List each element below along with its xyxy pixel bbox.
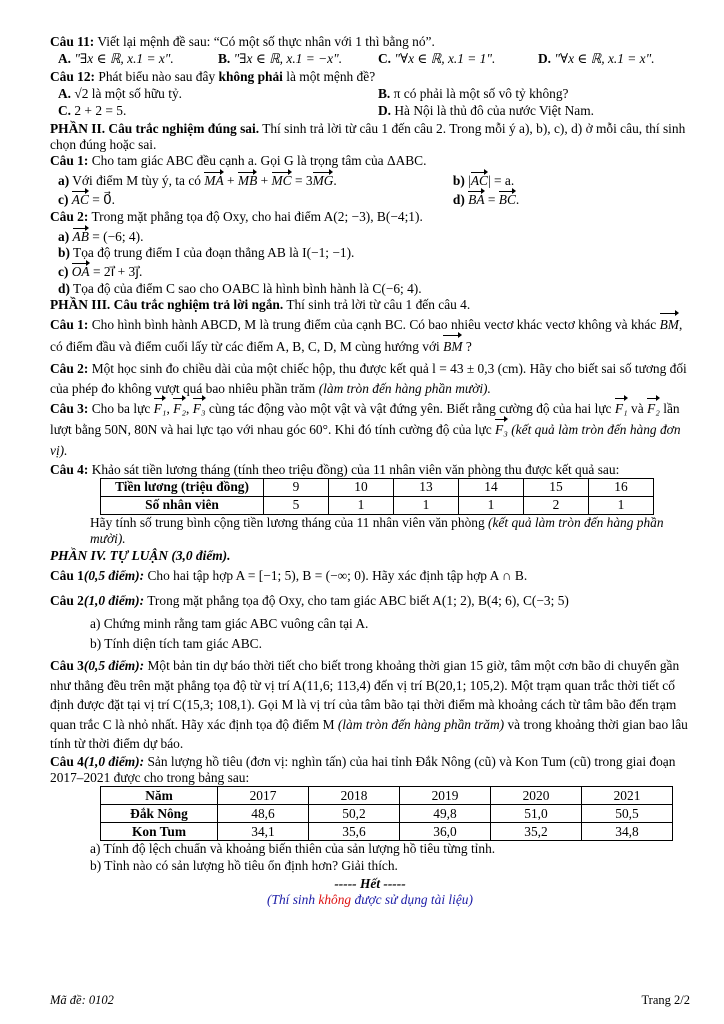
p2-q1-d-label: d) [452, 192, 465, 208]
table-cell: 2 [524, 496, 589, 514]
p4-q3-pts: (0,5 điểm): [83, 658, 145, 674]
q12-head: Câu 12: [50, 68, 96, 84]
table-cell: 49,8 [400, 805, 491, 823]
p2-q1-c-post: = 0⃗. [92, 192, 116, 208]
q11-d-label: D. [538, 51, 552, 67]
p4-q2-b: b) Tính diện tích tam giác ABC. [90, 635, 262, 651]
p2-q2-stem [50, 209, 690, 225]
p4-q1 [50, 568, 690, 584]
page-footer [50, 993, 690, 1008]
q12-option-a [50, 86, 370, 102]
q11-c-text: "∀x ∈ ℝ, x.1 = 1". [394, 51, 496, 67]
p3-q3-mid1: cùng tác động vào một vật và vật đứng yên. Biết rằng cường độ của hai lực [208, 401, 612, 417]
p4-q3-text: Một bản tin dự báo thời tiết cho biết trong khoảng thời gian 15 giờ, tâm một cơn bão di chuyển gần như thẳng đều trên mặt phẳng tọa độ từ vị trí A(11,6; 113,4) đến vị trí B(20,1; 105,2). Một trạm quan trắc thời tiết cố định được đặt tại vị trí C(15,3; 108,1). Gọi M là vị trí của tâm bão tại thời điểm mà khoảng cách từ tâm bão đến trạm quan trắc C là nhỏ nhất. Hãy xác định tọa độ điểm M [50, 658, 680, 732]
q12-a-text: √2 là một số hữu tỷ. [74, 86, 182, 102]
table-cell: 5 [264, 496, 329, 514]
p2-q1-c-label: c) [58, 192, 69, 208]
vector-ac: AC [470, 172, 488, 188]
vector-f2-2: F₂ [647, 399, 660, 420]
p3-q3-pre: Cho ba lực [91, 401, 151, 417]
p2-q2-c [50, 264, 690, 280]
p2-q2-b [50, 245, 690, 261]
salary-table [100, 478, 654, 515]
q12-a-label: A. [58, 86, 72, 102]
q11-stem [50, 34, 690, 50]
p4-q1-head: Câu 1 [50, 567, 84, 583]
p3-q1 [50, 314, 690, 360]
p2-q1-head: Câu 1: [50, 153, 89, 169]
q12-options-row2 [50, 103, 690, 119]
p3-q4-after [50, 515, 690, 548]
p3-q1-mid: , có điểm đầu và điểm cuối lấy từ các điểm A, B, C, D, M cùng hướng với [50, 316, 683, 355]
page-number: Trang 2/2 [641, 993, 690, 1007]
table-cell: 48,6 [218, 805, 309, 823]
q12-d-text: Hà Nội là thủ đô của nước Việt Nam. [394, 103, 594, 119]
q12-options-row1 [50, 86, 690, 102]
p4-q2-text: Trong mặt phẳng tọa độ Oxy, cho tam giác ABC biết A(1; 2), B(4; 6), C(−3; 5) [147, 593, 569, 609]
table-cell: 1 [589, 496, 654, 514]
vector-bm: BM [660, 314, 679, 337]
q11-option-d [530, 51, 690, 67]
table-cell: 36,0 [400, 823, 491, 841]
p3-q1-end: ? [465, 339, 472, 355]
table-cell: 14 [459, 478, 524, 496]
p3-q2-head: Câu 2: [50, 361, 89, 377]
p2-q2-b-text: Tọa độ trung điểm I của đoạn thẳng AB là I(−1; −1). [73, 245, 355, 261]
q12-b-label: B. [378, 86, 391, 102]
q11-b-label: B. [218, 51, 231, 67]
table-cell: Đắk Nông [101, 805, 218, 823]
table-cell: 2018 [309, 787, 400, 805]
p3-q3: Câu 3: Cho ba lực F₁, F₂, F₃ cùng tác động vào một vật và vật đứng yên. Biết rằng cường độ của hai lực F₁ và F₂ lần lượt bằng 50N, 80N và hai lực tạo với nhau góc 60°. Khi đó tính cường độ của lực F₃ (kết quả làm tròn đến hàng đơn vị). [50, 401, 681, 458]
table-cell: Tiền lương (triệu đồng) [101, 478, 264, 496]
part3-heading [50, 297, 690, 313]
p2-q1-a: a) Với điểm M tùy ý, ta có MA + MB + MC = 3MG. [58, 172, 337, 188]
p3-q2 [50, 359, 690, 399]
p2-q2-c-label: c) [58, 264, 69, 280]
table-cell: 9 [264, 478, 329, 496]
q12-c-label: C. [58, 103, 72, 119]
vector-f1: F₁ [154, 399, 167, 420]
table-cell: 10 [329, 478, 394, 496]
q11-option-c [370, 51, 530, 67]
vector-ma: MA [204, 172, 224, 188]
p2-q2-d [50, 281, 690, 297]
end-marker [50, 876, 690, 892]
vector-f1-2: F₁ [615, 399, 628, 420]
p4-q1-pts: (0,5 điểm): [83, 567, 145, 583]
p3-q4-note: (kết quả làm tròn đến hàng phần mười). [90, 514, 664, 547]
table-row [101, 787, 673, 805]
table-cell: 34,1 [218, 823, 309, 841]
p2-q2-c-post: = 2i⃗ + 3j⃗. [92, 264, 143, 280]
q11-option-a [50, 51, 210, 67]
vector-ac-2: AC [71, 192, 89, 208]
vector-ba: BA [468, 192, 485, 208]
p3-q3-note: (kết quả làm tròn đến hàng đơn vị). [50, 422, 681, 458]
p2-q2-head: Câu 2: [50, 209, 89, 225]
p4-q2-head: Câu 2 [50, 593, 84, 609]
p2-q2-b-label: b) [58, 245, 70, 261]
p2-q1-text: Cho tam giác ABC đều cạnh a. Gọi G là trọng tâm của ΔABC. [91, 153, 427, 169]
table-cell: 51,0 [491, 805, 582, 823]
p3-q2-text: Một học sinh đo chiều dài của một chiếc hộp, thu được kết quả l = 43 ± 0,3 (cm). Hãy cho biết sai số tương đối của phép đo không vượt quá bao nhiêu phần trăm [50, 361, 687, 397]
q12-d-label: D. [378, 103, 392, 119]
table-row [101, 823, 673, 841]
table-cell: 35,6 [309, 823, 400, 841]
p2-q1-row-cd [50, 192, 690, 208]
table-cell: 35,2 [491, 823, 582, 841]
q11-text: Viết lại mệnh đề sau: “Có một số thực nhân với 1 thì bằng nó”. [97, 34, 435, 49]
part2-intro: Thí sinh trả lời từ câu 1 đến câu 2. Trong mỗi ý a), b), c), d) ở mỗi câu, thí sinh chọn đúng hoặc sai. [50, 120, 686, 153]
p4-q2-a: a) Chứng minh rằng tam giác ABC vuông cân tại A. [90, 615, 369, 631]
part4-title: PHẦN IV. TỰ LUẬN (3,0 điểm). [50, 547, 231, 563]
note-red: không [318, 892, 352, 908]
exam-code: Mã đề: 0102 [50, 993, 114, 1007]
p2-q1-stem [50, 153, 690, 169]
end-text: ----- Hết ----- [334, 875, 406, 891]
q11-options [50, 51, 690, 67]
vector-oa: OA [71, 264, 90, 280]
p2-q1-b-post: = a. [494, 172, 515, 188]
q11-option-b [210, 51, 370, 67]
p2-q1-row-ab [50, 173, 690, 189]
p3-q3-head: Câu 3: [50, 401, 89, 417]
part2-title: PHẦN II. Câu trắc nghiệm đúng sai. [50, 120, 260, 136]
p3-q4 [50, 462, 690, 478]
p3-q4-head: Câu 4: [50, 461, 89, 477]
p2-q2-d-text: Tọa độ của điểm C sao cho OABC là hình bình hành là C(−6; 4). [73, 280, 422, 296]
p2-q2-a-label: a) [58, 228, 70, 244]
vector-mg: MG [312, 172, 334, 188]
vector-mb: MB [237, 172, 258, 188]
table-cell: Số nhân viên [101, 496, 264, 514]
table-cell: 2017 [218, 787, 309, 805]
q12-option-d [370, 103, 690, 119]
p3-q1-pre: Cho hình bình hành ABCD, M là trung điểm của cạnh BC. Có bao nhiêu vectơ khác vectơ không và khác [91, 316, 657, 332]
vector-f3: F₃ [193, 399, 206, 420]
pepper-table [100, 786, 673, 841]
p4-q1-text: Cho hai tập hợp A = [−1; 5), B = (−∞; 0). Hãy xác định tập hợp A ∩ B. [147, 567, 528, 583]
exam-page [50, 34, 690, 909]
p4-q2-pts: (1,0 điểm): [83, 593, 145, 609]
vector-mc: MC [271, 172, 292, 188]
table-cell: 34,8 [582, 823, 673, 841]
q12-post: là một mệnh đề? [286, 68, 376, 84]
vector-f2: F₂ [173, 399, 186, 420]
note-pre: (Thí sinh [267, 892, 316, 908]
p3-q4-text: Khảo sát tiền lương tháng (tính theo triệu đồng) của 11 nhân viên văn phòng thu được kết quả sau: [91, 461, 620, 477]
part2-heading [50, 121, 690, 154]
p4-q3-note: (làm tròn đến hàng phần trăm) [337, 716, 505, 732]
q12-option-c [50, 103, 370, 119]
vector-bm-2: BM [443, 336, 462, 359]
table-cell: 13 [394, 478, 459, 496]
p2-q2-a-post: = (−6; 4). [92, 228, 144, 244]
vector-f3-2: F₃ [495, 420, 508, 441]
part3-title: PHẦN III. Câu trắc nghiệm trả lời ngắn. [50, 297, 284, 313]
p2-q2-d-label: d) [58, 280, 70, 296]
table-cell: 2020 [491, 787, 582, 805]
p3-q2-note: (làm tròn đến hàng phần mười). [318, 381, 491, 397]
p2-q2-text: Trong mặt phẳng tọa độ Oxy, cho hai điểm A(2; −3), B(−4;1). [91, 209, 423, 225]
q12-pre: Phát biểu nào sau đây [98, 68, 216, 84]
table-cell: 1 [329, 496, 394, 514]
q11-b-text: "∃x ∈ ℝ, x.1 = −x". [233, 51, 343, 67]
p3-q4-after-text: Hãy tính số trung bình cộng tiền lương tháng của 11 nhân viên văn phòng [90, 514, 485, 530]
table-cell: 2019 [400, 787, 491, 805]
table-cell: 1 [459, 496, 524, 514]
q12-stem [50, 69, 690, 85]
p2-q1-c [50, 192, 445, 208]
p3-q3-and: và [631, 401, 644, 417]
p3-q3-mid2: lần lượt bằng 50N, 80N và hai lực tạo với nhau góc 60°. Khi đó tính cường độ của lực [50, 401, 680, 438]
table-row [101, 805, 673, 823]
q11-a-text: "∃x ∈ ℝ, x.1 = x". [74, 51, 174, 67]
p2-q1-a-label: a) [58, 172, 70, 188]
exam-note [50, 892, 690, 908]
table-cell: 50,2 [309, 805, 400, 823]
table-cell: Kon Tum [101, 823, 218, 841]
p2-q1-b: b) |AC| = a. [452, 172, 515, 188]
note-post: được sử dụng tài liệu) [354, 892, 473, 908]
q12-b-text: π có phải là một số vô tỷ không? [393, 86, 569, 102]
p3-q1-head: Câu 1: [50, 316, 89, 332]
q12-c-text: 2 + 2 = 5. [74, 103, 127, 119]
p4-q4-head: Câu 4 [50, 753, 84, 769]
p4-q4-b: b) Tỉnh nào có sản lượng hồ tiêu ổn định hơn? Giải thích. [90, 857, 398, 873]
q12-bold: không phải [218, 68, 283, 84]
p2-q2-a [50, 229, 690, 245]
vector-bc: BC [498, 192, 516, 208]
p4-q4-a: a) Tính độ lệch chuẩn và khoảng biến thiên của sản lượng hồ tiêu từng tỉnh. [90, 841, 496, 857]
p4-q2 [50, 593, 690, 609]
q11-head: Câu 11: [50, 34, 95, 49]
p4-q4-text: Sản lượng hồ tiêu (đơn vị: nghìn tấn) của hai tỉnh Đắk Nông (cũ) và Kon Tum (cũ) trong giai đoạn 2017–2021 được cho trong bảng sau: [50, 753, 676, 785]
table-cell: 2021 [582, 787, 673, 805]
p4-q3-head: Câu 3 [50, 658, 84, 674]
part4-heading [50, 548, 690, 564]
table-cell: 16 [589, 478, 654, 496]
table-row [101, 496, 654, 514]
table-cell: Năm [101, 787, 218, 805]
table-cell: 1 [394, 496, 459, 514]
vector-ab: AB [72, 228, 89, 244]
p2-q1-a-pre: Với điểm M tùy ý, ta có [72, 172, 201, 188]
p4-q3 [50, 656, 690, 753]
q12-option-b [370, 86, 690, 102]
part3-intro: Thí sinh trả lời từ câu 1 đến câu 4. [286, 297, 471, 313]
table-row [101, 478, 654, 496]
q11-a-label: A. [58, 51, 72, 67]
table-cell: 50,5 [582, 805, 673, 823]
q11-d-text: "∀x ∈ ℝ, x.1 = x". [554, 51, 655, 67]
p4-q4-pts: (1,0 điểm): [83, 753, 145, 769]
p4-q3-end: và trong khoảng thời gian bao lâu tính từ thời điểm dự báo. [50, 716, 688, 752]
p2-q1-d: d) BA = BC. [452, 192, 520, 208]
table-cell: 15 [524, 478, 589, 496]
q11-c-label: C. [378, 51, 392, 67]
p4-q4 [50, 754, 690, 787]
p2-q1-b-label: b) [452, 172, 465, 188]
